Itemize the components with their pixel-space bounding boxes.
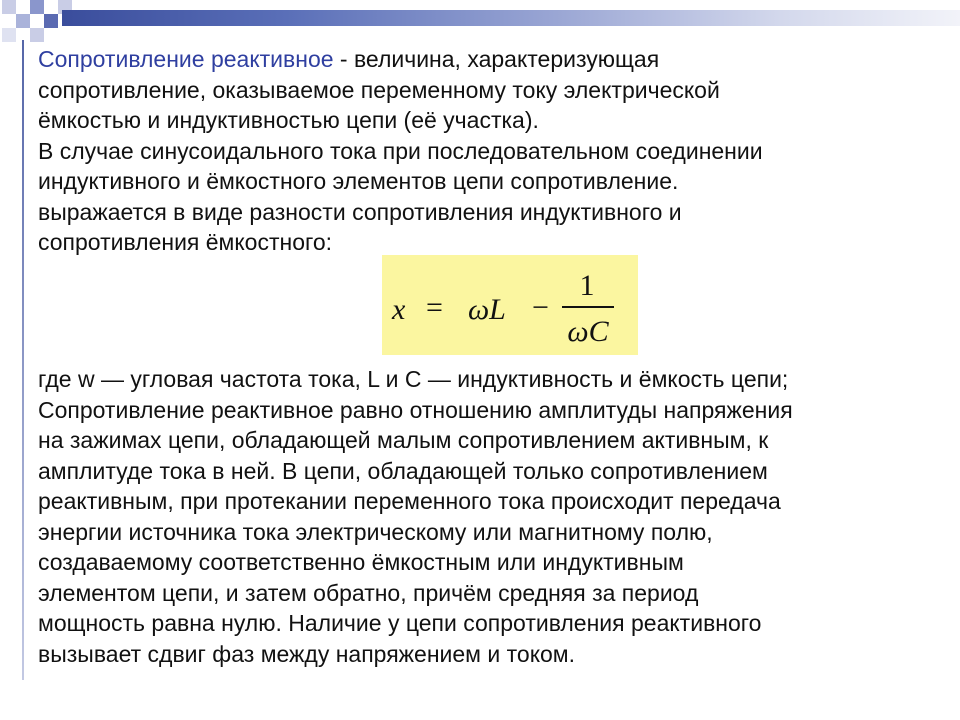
- decor-square: [2, 0, 16, 14]
- body-text-block: [38, 364, 938, 669]
- formula-lhs: x: [392, 293, 406, 326]
- formula-denominator: ωC: [567, 315, 609, 348]
- intro-definition: - величина, характеризующая сопротивление, оказываемое переменному току электрической ёмкостью и индуктивностью цепи (её участка). В случае синусоидального тока при последовательном соединении индуктивного и ёмкостного элементов цепи сопротивление. выражается в виде разности сопротивления индуктивного и сопротивления ёмкостного:: [38, 46, 763, 255]
- decor-square: [30, 28, 44, 42]
- formula-equals: =: [426, 291, 443, 324]
- highlighted-term: Сопротивление реактивное: [38, 46, 334, 72]
- intro-text-block: [38, 44, 938, 258]
- decor-square: [44, 14, 58, 28]
- body-paragraph: где w — угловая частота тока, L и C — индуктивность и ёмкость цепи; Сопротивление реактивное равно отношению амплитуды напряжения на зажимах цепи, обладающей малым сопротивлением активным, к амплитуде тока в ней. В цепи, обладающей только сопротивлением реактивным, при протекании переменного тока происходит передача энергии источника тока электрическому или магнитному полю, создаваемому соответственно ёмкостным или индуктивным элементом цепи, и затем обратно, причём средняя за период мощность равна нулю. Наличие у цепи сопротивления реактивного вызывает сдвиг фаз между напряжением и током.: [38, 366, 793, 667]
- decor-square: [16, 14, 30, 28]
- reactance-formula: [382, 255, 638, 355]
- formula-term-inductive: ωL: [468, 293, 506, 326]
- left-accent-line: [22, 40, 24, 680]
- intro-paragraph: [38, 44, 938, 258]
- header-gradient-band: [62, 10, 960, 26]
- formula-minus: −: [532, 291, 549, 324]
- formula-box: [382, 255, 638, 355]
- formula-numerator: 1: [579, 269, 595, 302]
- decor-square: [30, 0, 44, 14]
- slide-header-decoration: [0, 0, 960, 40]
- decor-square: [2, 28, 16, 42]
